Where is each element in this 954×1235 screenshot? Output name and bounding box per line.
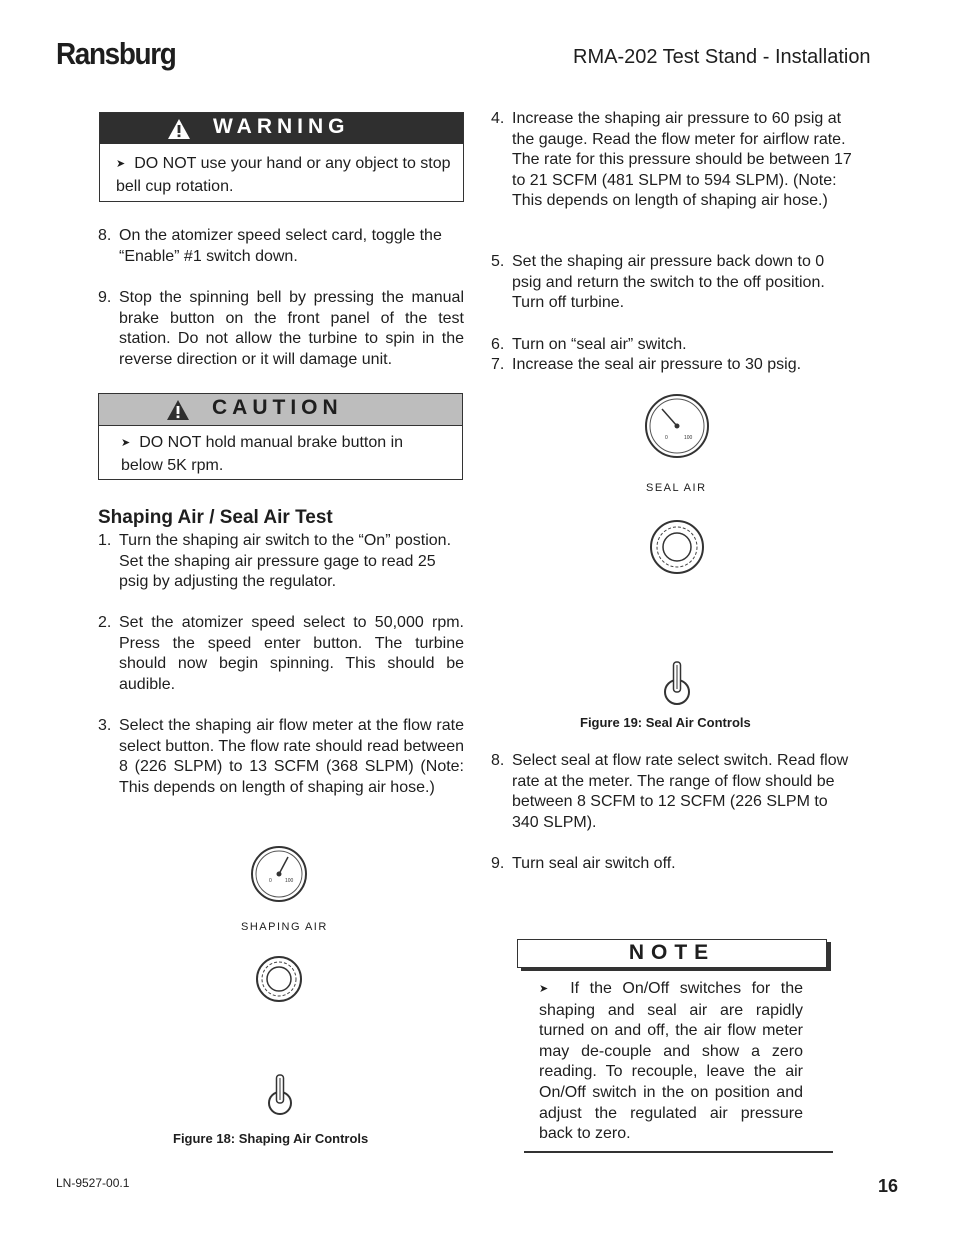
list-item: 4. Increase the shaping air pressure to 60 psig at the gauge. Read the flow meter for airflow rate. The rate for this pressure should be between 17 to 21 SCFM (481 SLPM to 594 SLPM). (Note: This depends on length of shaping air hose.) — [491, 110, 852, 210]
list-item: 3. Select the shaping air flow meter at the flow rate select button. The flow rate should read between 8 (226 SLPM) to 13 SCFM (368 SLPM) (Note: This depends on length of shaping air hose.) — [98, 717, 464, 796]
seal-air-regulator-knob-icon — [649, 519, 705, 575]
warning-header — [100, 113, 463, 144]
caution-text: DO NOT hold manual brake button in below 5K rpm. — [121, 434, 404, 474]
warning-text: DO NOT use your hand or any object to stop bell cup rotation. — [116, 155, 451, 195]
warning-triangle-icon — [166, 399, 190, 421]
figure-label: SHAPING AIR — [241, 921, 328, 933]
shaping-air-regulator-knob-icon — [255, 955, 303, 1003]
figure-label: SEAL AIR — [646, 482, 707, 494]
shaping-air-toggle-switch-icon — [266, 1072, 294, 1116]
page-number: 16 — [878, 1176, 899, 1196]
figure-caption: Figure 19: Seal Air Controls — [580, 715, 751, 730]
warning-triangle-icon — [167, 118, 191, 140]
note-body — [539, 979, 803, 1145]
svg-text:0: 0 — [665, 435, 668, 441]
warning-title: WARNING — [213, 115, 350, 138]
figure-caption: Figure 18: Shaping Air Controls — [173, 1131, 369, 1146]
seal-air-gauge-icon — [644, 393, 710, 459]
list-item: 8. On the atomizer speed select card, toggle the “Enable” #1 switch down. — [98, 227, 442, 265]
svg-text:100: 100 — [684, 435, 693, 441]
section-title: Shaping Air / Seal Air Test — [98, 507, 333, 528]
caution-box — [98, 393, 463, 480]
note-text: If the On/Off switches for the shaping and seal air are rapidly turned on and off, the air flow meter may de-couple and show a zero reading. To recouple, leave the air On/Off switch in the on position and adjust the regulated air pressure back to zero. — [539, 980, 803, 1143]
list-item: 8. Select seal at flow rate select switch. Read flow rate at the meter. The range of flow should be between 8 SCFM to 12 SCFM (226 SLPM to 340 SLPM). — [491, 752, 849, 831]
note-bottom-rule — [524, 1151, 833, 1153]
svg-text:0: 0 — [269, 878, 272, 884]
caution-header — [99, 394, 462, 426]
list-item: 9. Stop the spinning bell by pressing the manual brake button on the front panel of the test station. Do not allow the turbine to spin in the reverse direction or it will damage unit. — [98, 289, 464, 368]
document-id: LN-9527-00.1 — [56, 1176, 130, 1190]
bullet-arrow-icon: ➤ — [116, 158, 126, 170]
list-item: 9. Turn seal air switch off. — [491, 855, 676, 872]
list-item: 2. Set the atomizer speed select to 50,000 rpm. Press the speed enter button. The turbine should now begin spinning. This should be audible. — [98, 614, 464, 693]
document-title: RMA-202 Test Stand - Installation — [573, 46, 871, 68]
note-title: NOTE — [628, 941, 716, 964]
list-item: 7. Increase the seal air pressure to 30 psig. — [491, 356, 802, 373]
shaping-air-gauge-icon — [250, 845, 308, 903]
seal-air-toggle-switch-icon — [662, 660, 692, 706]
warning-box — [99, 112, 464, 202]
brand-logo: Ransburg — [56, 36, 176, 71]
list-item: 5. Set the shaping air pressure back down to 0 psig and return the switch to the off position. Turn off turbine. — [491, 253, 825, 312]
note-header — [517, 939, 827, 968]
svg-text:100: 100 — [285, 878, 294, 884]
bullet-arrow-icon: ➤ — [539, 983, 549, 995]
list-item: 6. Turn on “seal air” switch. — [491, 336, 687, 353]
bullet-arrow-icon: ➤ — [121, 437, 131, 449]
list-item: 1. Turn the shaping air switch to the “On” postion. Set the shaping air pressure gage to read 25 psig by adjusting the regulator. — [98, 532, 452, 591]
caution-title: CAUTION — [212, 396, 343, 419]
